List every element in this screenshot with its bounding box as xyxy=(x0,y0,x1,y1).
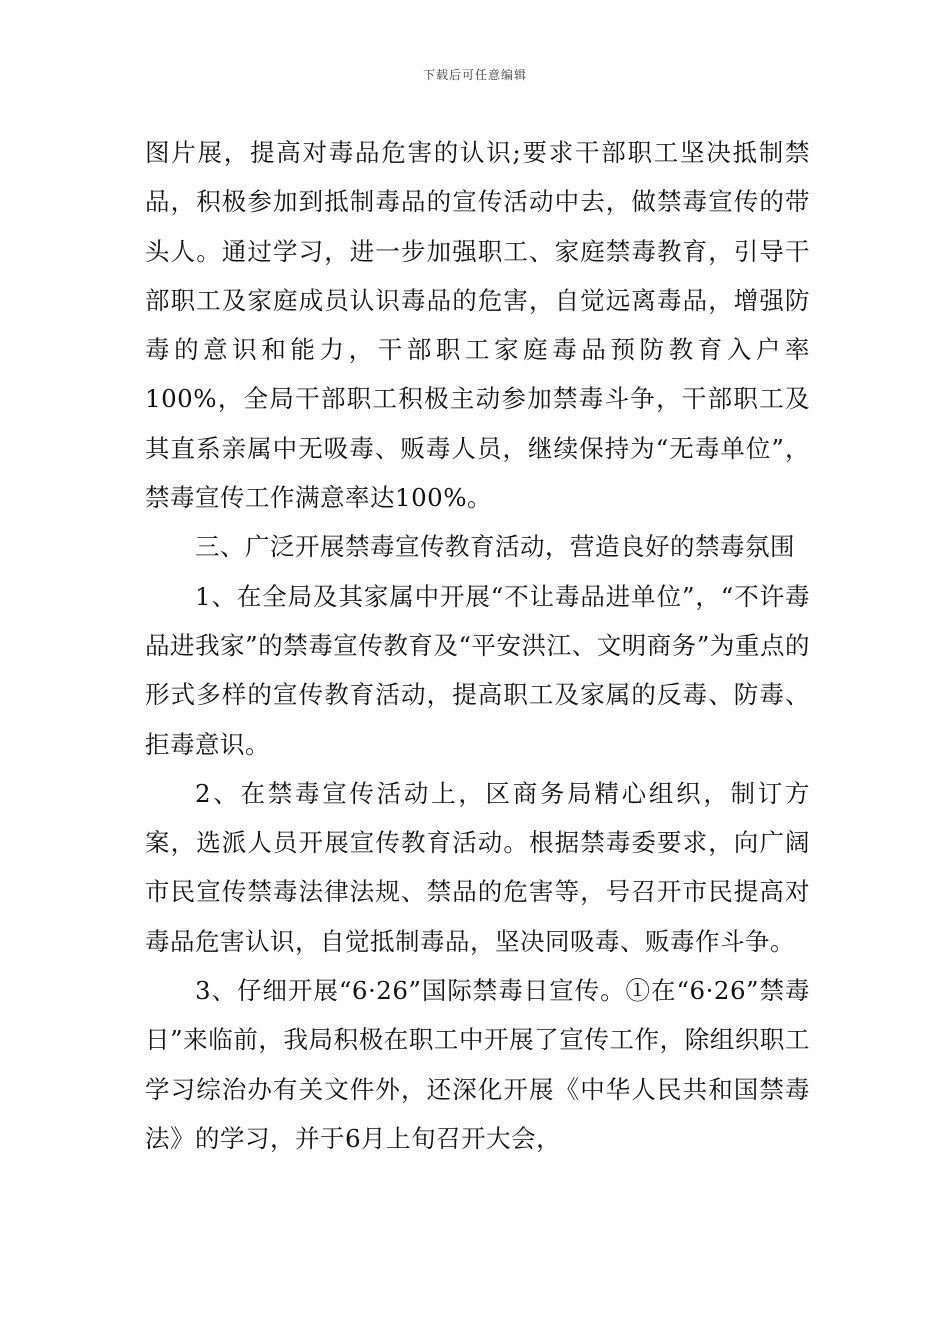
document-body xyxy=(145,128,810,1163)
paragraph-1: 图片展，提高对毒品危害的认识;要求干部职工坚决抵制禁品，积极参加到抵制毒品的宣传活动中去，做禁毒宣传的带头人。通过学习，进一步加强职工、家庭禁毒教育，引导干部职工及家庭成员认识毒品的危害，自觉远离毒品，增强防毒的意识和能力，干部职工家庭毒品预防教育入户率100%，全局干部职工积极主动参加禁毒斗争，干部职工及其直系亲属中无吸毒、贩毒人员，继续保持为“无毒单位”，禁毒宣传工作满意率达100%。 xyxy=(145,138,810,513)
section-heading-3: 三、广泛开展禁毒宣传教育活动，营造良好的禁毒氛围 xyxy=(195,532,795,562)
paragraph-item-2: 2、在禁毒宣传活动上，区商务局精心组织，制订方案，选派人员开展宣传教育活动。根据禁毒委要求，向广阔市民宣传禁毒法律法规、禁品的危害等，号召开市民提高对毒品危害认识，自觉抵制毒品，坚决同吸毒、贩毒作斗争。 xyxy=(145,778,810,956)
paragraph-item-3: 3、仔细开展“6·26”国际禁毒日宣传。①在“6·26”禁毒日”来临前，我局积极在职工中开展了宣传工作，除组织职工学习综治办有关文件外，还深化开展《中华人民共和国禁毒法》的学习，并于6月上旬召开大会， xyxy=(145,976,810,1153)
paragraph-item-1: 1、在全局及其家属中开展“不让毒品进单位”，“不许毒品进我家”的禁毒宣传教育及“平安洪江、文明商务”为重点的形式多样的宣传教育活动，提高职工及家属的反毒、防毒、拒毒意识。 xyxy=(145,581,810,759)
page-header: 下载后可任意编辑 xyxy=(422,68,527,82)
